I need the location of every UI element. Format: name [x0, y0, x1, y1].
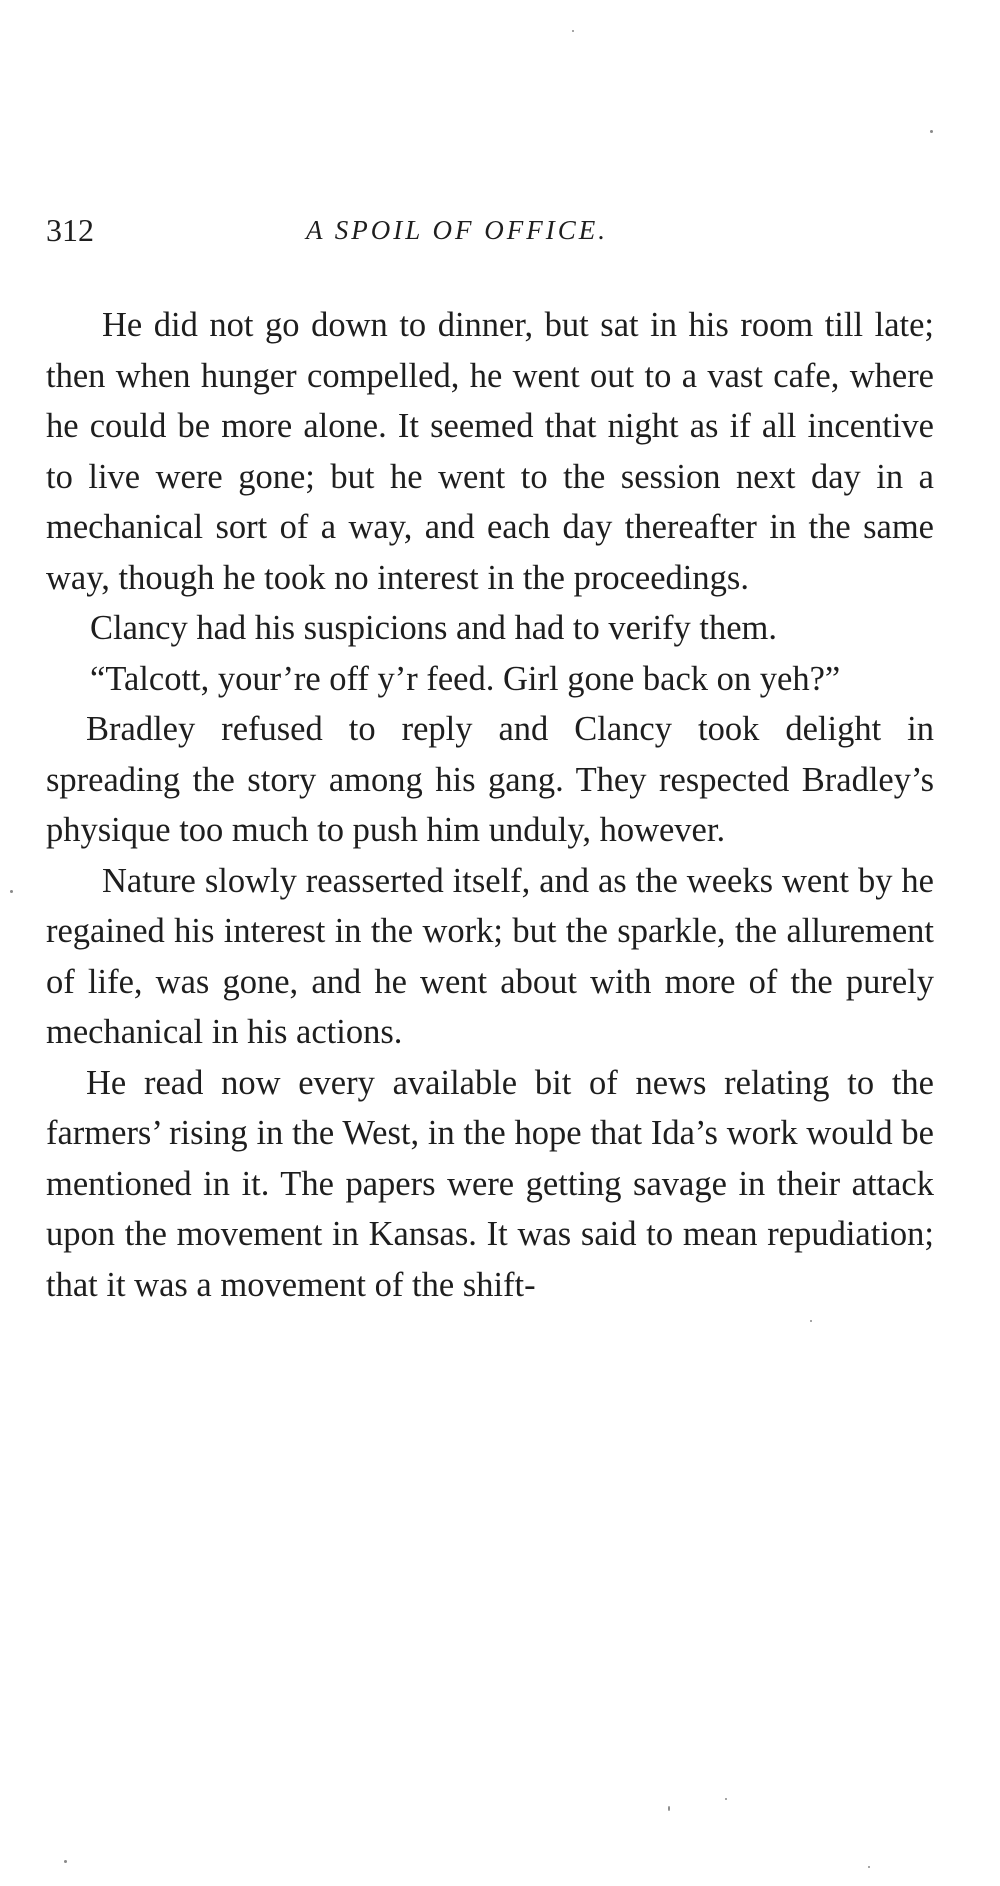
scan-speck [868, 1866, 870, 1868]
paragraph: He did not go down to dinner, but sat in his room till late; then when hunger compelled, he went out to a vast cafe, where he could be more alone. It seemed that night as if all incentive to live were gone; but he went to the session next day in a mechanical sort of a way, and each day thereafter in the same way, though he took no interest in the proceedings. [46, 306, 934, 597]
running-title: A SPOIL OF OFFICE. [306, 215, 608, 245]
paragraph: Clancy had his suspicions and had to verify them. [90, 609, 778, 647]
scan-speck [10, 890, 13, 893]
scan-speck [64, 1860, 67, 1863]
paragraph: Bradley refused to reply and Clancy took delight in spreading the story among his gang. They respected Bradley’s physique too much to push him unduly, however. [46, 710, 934, 849]
scan-speck [725, 1798, 727, 1800]
scan-speck [572, 30, 574, 32]
paragraph: He read now every available bit of news relating to the farmers’ rising in the West, in the hope that Ida’s work would be mentioned in it. The papers were getting savage in their attack upon the movement in Kansas. It was said to mean repudiation; that it was a movement of the shift- [46, 1063, 934, 1304]
paragraph: “Talcott, your’re off y’r feed. Girl gone back on yeh?” [90, 659, 841, 698]
scan-speck [668, 1806, 670, 1811]
page-number: 312 [46, 212, 94, 248]
body-text [46, 300, 934, 1310]
scan-speck [930, 130, 933, 133]
paragraph: Nature slowly reasserted itself, and as the weeks went by he regained his interest in the work; but the sparkle, the allurement of life, was gone, and he went about with more of the purely mechanical in his actions. [46, 861, 934, 1051]
scan-speck [810, 1320, 812, 1322]
page-header [46, 206, 934, 254]
